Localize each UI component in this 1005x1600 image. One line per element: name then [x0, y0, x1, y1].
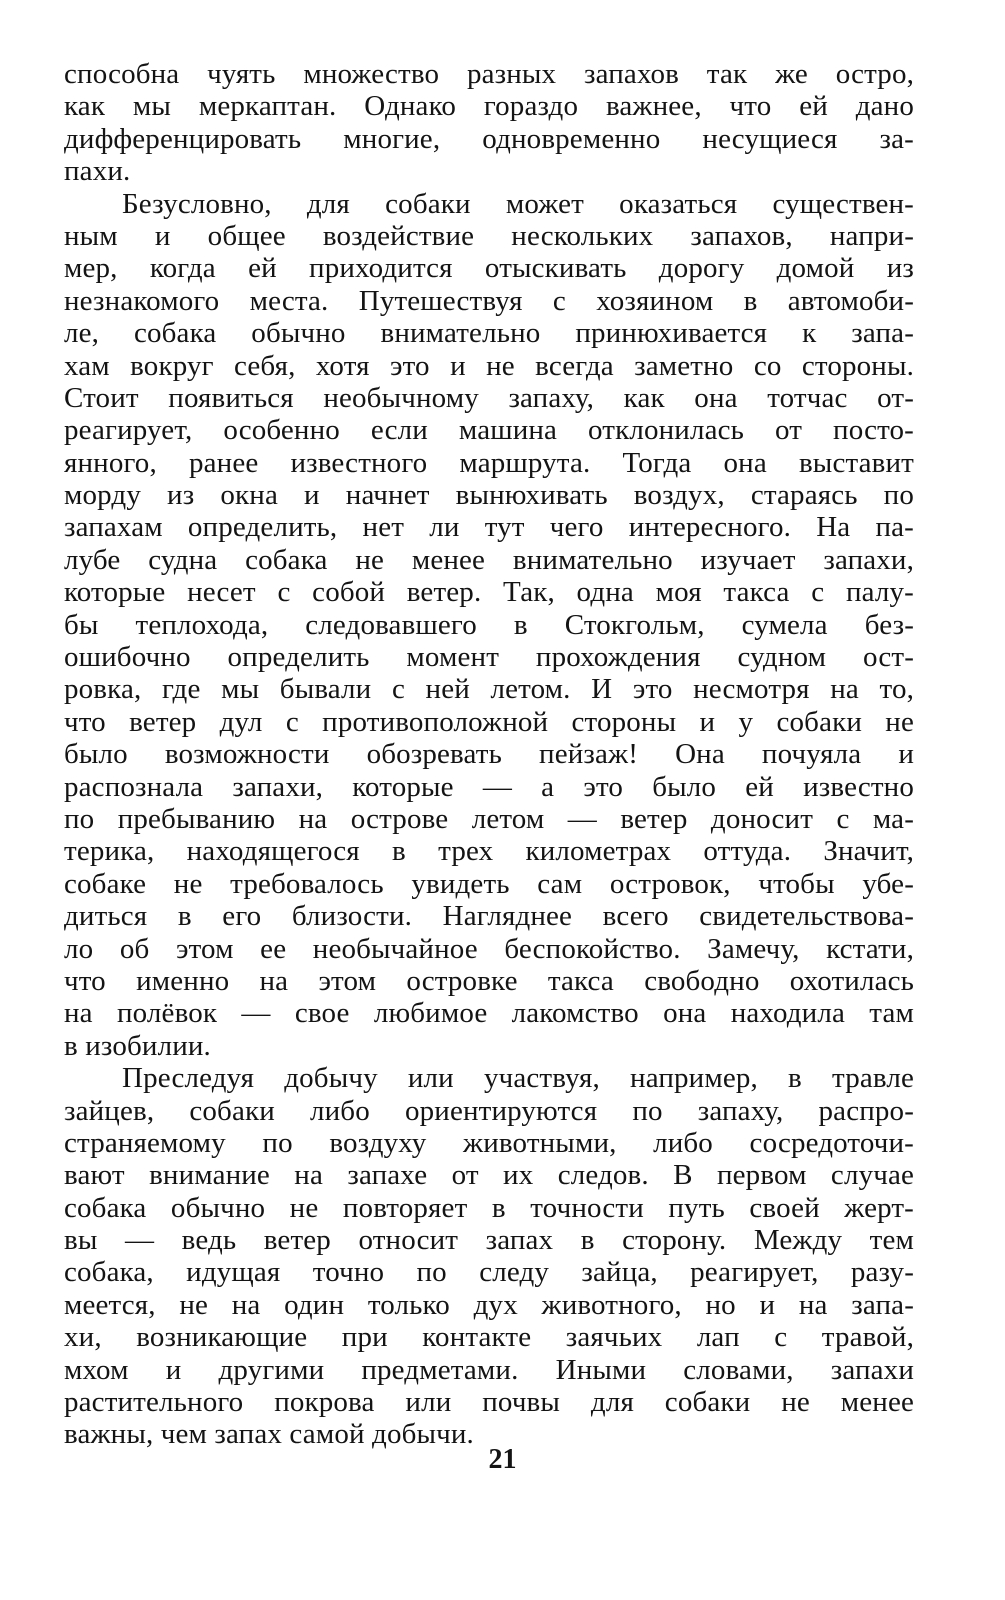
text-line: Безусловно, для собаки может оказаться существен-	[122, 187, 914, 220]
text-line: бы теплохода, следовавшего в Стокгольм, сумела без-	[64, 608, 914, 641]
text-line: зайцев, собаки либо ориентируются по запаху, распро-	[64, 1094, 914, 1127]
text-line: морду из окна и начнет вынюхивать воздух, стараясь по	[64, 479, 914, 512]
text-line: страняемому по воздуху животными, либо сосредоточи-	[64, 1126, 914, 1159]
text-line: собаке не требовалось увидеть сам островок, чтобы убе-	[64, 867, 914, 900]
text-line: как мы меркаптан. Однако гораздо важнее, что ей дано	[64, 90, 914, 123]
text-line: хи, возникающие при контакте заячьих лап с травой,	[64, 1321, 914, 1354]
text-line: янного, ранее известного маршрута. Тогда она выставит	[64, 446, 914, 479]
text-line: мхом и другими предметами. Иными словами, запахи	[64, 1353, 914, 1386]
paragraph-2	[64, 188, 914, 1063]
text-line: Стоит появиться необычному запаху, как она тотчас от-	[64, 381, 914, 414]
text-line: лубе судна собака не менее внимательно изучает запахи,	[64, 543, 914, 576]
text-line: мер, когда ей приходится отыскивать дорогу домой из	[64, 252, 914, 285]
text-line: ным и общее воздействие нескольких запахов, напри-	[64, 219, 914, 252]
text-line: диться в его близости. Нагляднее всего свидетельствова-	[64, 900, 914, 933]
text-line: терика, находящегося в трех километрах оттуда. Значит,	[64, 835, 914, 868]
text-line: хам вокруг себя, хотя это и не всегда заметно со стороны.	[64, 349, 914, 382]
text-line: вают внимание на запахе от их следов. В первом случае	[64, 1159, 914, 1192]
text-line: меется, не на один только дух животного, но и на запа-	[64, 1288, 914, 1321]
text-line: запахам определить, нет ли тут чего интересного. На па-	[64, 511, 914, 544]
text-line: было возможности обозревать пейзаж! Она почуяла и	[64, 738, 914, 771]
text-line: на полёвок — свое любимое лакомство она находила там	[64, 997, 914, 1030]
page-number: 21	[488, 1444, 517, 1475]
text-line: пахи.	[64, 155, 131, 188]
text-line: что ветер дул с противоположной стороны и у собаки не	[64, 705, 914, 738]
text-line: незнакомого места. Путешествуя с хозяином в автомоби-	[64, 284, 914, 317]
text-line: ло об этом ее необычайное беспокойство. Замечу, кстати,	[64, 932, 914, 965]
text-line: которые несет с собой ветер. Так, одна моя такса с палу-	[64, 576, 914, 609]
text-line: по пребыванию на острове летом — ветер доносит с ма-	[64, 802, 914, 835]
text-line: собака обычно не повторяет в точности путь своей жерт-	[64, 1191, 914, 1224]
text-line: что именно на этом островке такса свободно охотилась	[64, 964, 914, 997]
text-line: Преследуя добычу или участвуя, например, в травле	[122, 1062, 914, 1095]
page-body	[64, 58, 914, 1451]
text-line: способна чуять множество разных запахов так же остро,	[64, 58, 914, 90]
text-line: в изобилии.	[64, 1029, 211, 1062]
text-line: распознала запахи, которые — а это было ей известно	[64, 770, 914, 803]
text-line: ровка, где мы бывали с ней летом. И это несмотря на то,	[64, 673, 914, 706]
text-line: дифференцировать многие, одновременно несущиеся за-	[64, 122, 914, 155]
text-line: вы — ведь ветер относит запах в сторону. Между тем	[64, 1224, 914, 1257]
text-line: реагирует, особенно если машина отклонилась от посто-	[64, 414, 914, 447]
paragraph-3	[64, 1062, 914, 1451]
text-line: собака, идущая точно по следу зайца, реагирует, разу-	[64, 1256, 914, 1289]
text-line: ле, собака обычно внимательно принюхивается к запа-	[64, 317, 914, 350]
text-line: важны, чем запах самой добычи.	[64, 1418, 474, 1451]
text-line: растительного покрова или почвы для собаки не менее	[64, 1386, 914, 1419]
paragraph-1	[64, 58, 914, 188]
text-line: ошибочно определить момент прохождения судном ост-	[64, 641, 914, 674]
